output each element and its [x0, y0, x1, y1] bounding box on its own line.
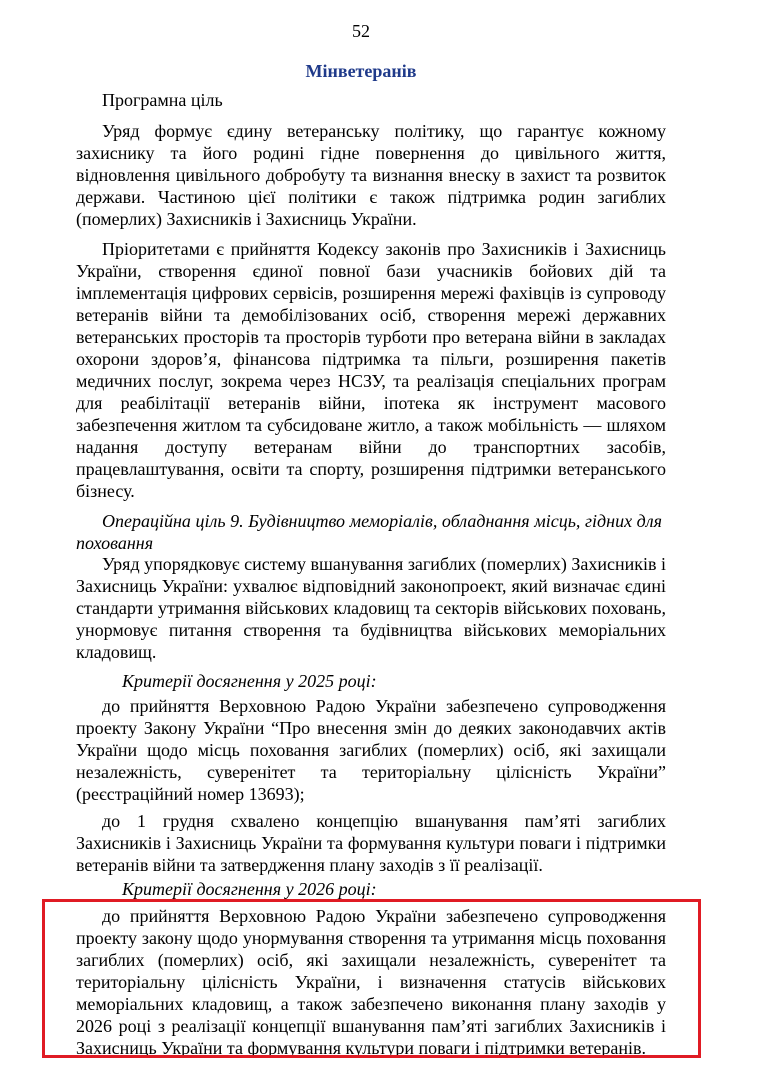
- goal-paragraph: Уряд формує єдину ветеранську політику, що гарантує кожному захиснику та його родині гідне повернення до цивільного життя, відновлення цивільного добробуту та визнання внеску в захист та розвиток держави. Частиною цієї політики є також підтримка родин загиблих (померлих) Захисників і Захисниць України.: [76, 121, 666, 229]
- priorities-paragraph: Пріоритетами є прийняття Кодексу законів про Захисників і Захисниць України, створення єдиної повної бази учасників бойових дій та імплементація цифрових сервісів, розширення мережі фахівців із супроводу ветеранів війни та демобілізованих осіб, створення мережі державних ветеранських просторів та просторів турботи про ветерана війни в закладах охорони здоров’я, фінансова підтримка та пільги, розширення пакетів медичних послуг, зокрема через НСЗУ, та реалізація спеціальних програм для реабілітації ветеранів війни, іпотека як інструмент масового забезпечення житлом та субсидоване житло, а також мобільність — шляхом надання доступу ветеранам війни до транспортних засобів, працевлаштування, освіти та спорту, розширення підтримки ветеранського бізнесу.: [76, 239, 666, 501]
- page-number: 52: [352, 21, 370, 41]
- highlight-box: [42, 899, 701, 1058]
- program-goal-heading: Програмна ціль: [102, 90, 223, 110]
- criteria-2026-item: до прийняття Верховною Радою України забезпечено супроводження проекту закону щодо унормування створення та утримання місць поховання загиблих (померлих) осіб, які захищали незалежність, суверенітет та територіальну цілісність України, і визначення статусів військових меморіальних кладовищ, а також забезпечено виконання плану заходів у 2026 році з реалізації концепції вшанування пам’яті загиблих Захисників і Захисниць України та формування культури поваги і підтримки ветеранів.: [76, 906, 666, 1058]
- operational-goal-heading: Операційна ціль 9. Будівництво меморіалів, обладнання місць, гідних для поховання: [76, 511, 662, 553]
- criteria-2025-heading: Критерії досягнення у 2025 році:: [122, 671, 377, 691]
- ministry-title: Мінветеранів: [305, 61, 417, 81]
- operational-goal-paragraph: Уряд упорядковує систему вшанування загиблих (померлих) Захисників і Захисниць України: ухвалює відповідний законопроект, який визначає єдині стандарти утримання військових кладовищ та секторів військових поховань, унормовує питання створення та будівництва військових меморіальних кладовищ.: [76, 554, 666, 662]
- criteria-2026-heading: Критерії досягнення у 2026 році:: [122, 879, 377, 899]
- criteria-2025-item: до прийняття Верховною Радою України забезпечено супроводження проекту Закону України “Про внесення змін до деяких законодавчих актів України щодо місць поховання загиблих (померлих) осіб, які захищали незалежність, суверенітет та територіальну цілісність України” (реєстраційний номер 13693);: [76, 696, 666, 804]
- criteria-2025-item: до 1 грудня схвалено концепцію вшанування пам’яті загиблих Захисників і Захисниць України та формування культури поваги і підтримки ветеранів війни та затвердження плану заходів з її реалізації.: [76, 811, 666, 875]
